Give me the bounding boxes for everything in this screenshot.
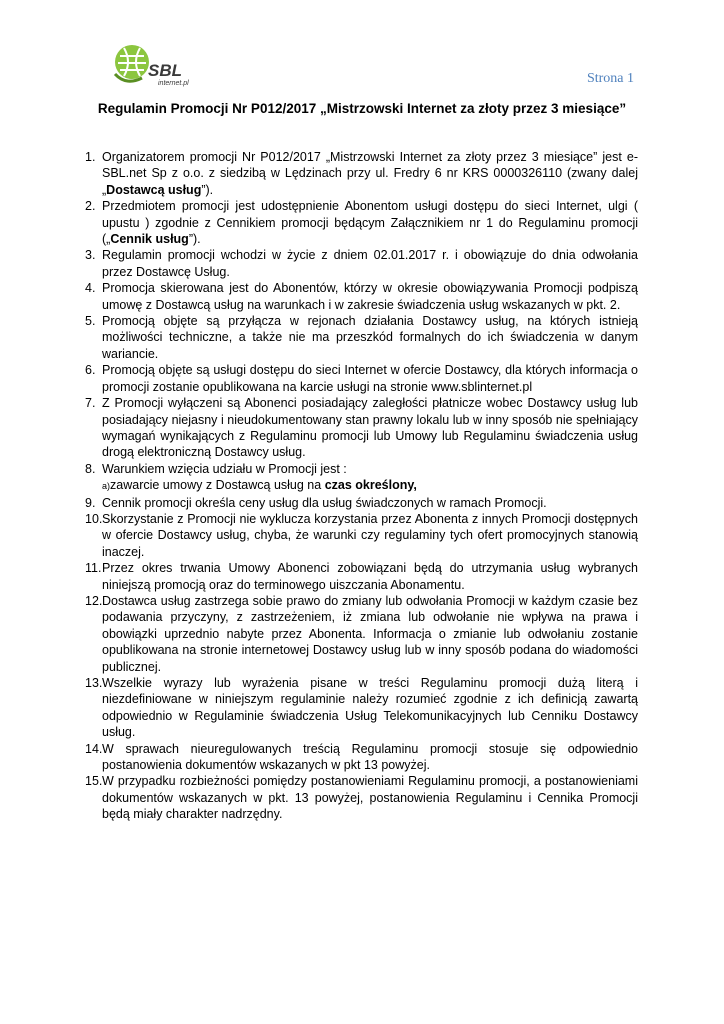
list-item [85,280,638,313]
item-text: Dostawca usług zastrzega sobie prawo do zmiany lub odwołania Promocji w każdym czasie bez podawania przyczyny, z zastrzeżeniem, iż zmiana lub odwołanie nie wpływa na prawa i obowiązki uprzednio nabyte przez Abonenta. Informacja o zmianie lub odwołaniu zostanie opublikowana na stronie internetowej Dostawcy usług lub w inny sposób podana do wiadomości publicznej. [102,593,638,674]
item-text: Promocją objęte są usługi dostępu do sieci Internet w ofercie Dostawcy, dla których informacja o promocji zostanie opublikowana na karcie usługi na stronie www.sblinternet.pl [102,363,638,394]
item-text: Przedmiotem promocji jest udostępnienie Abonentom usługi dostępu do sieci Internet, ulgi ( upustu ) zgodnie z Cennikiem promocji będącym Załącznikiem nr 1 do Regulaminu promocji („Cennik usług”). [102,199,638,247]
list-item [85,198,638,247]
list-item [85,149,638,198]
item-number: 7. [85,396,96,411]
sbl-logo-graphic [112,40,192,92]
list-item [85,560,638,593]
item-text: Z Promocji wyłączeni są Abonenci posiadający zaległości płatnicze wobec Dostawcy usług lub posiadający niejasny i nieudokumentowany stan prawny lokalu lub w inny sposób nie spełniający wymagań wynikających z Regulaminu promocji lub Umowy lub Regulaminu świadczenia usług drogą elektroniczną Dostawcy usług. [102,396,638,460]
item-number: 1. [85,150,96,164]
item-text: Przez okres trwania Umowy Abonenci zobowiązani będą do utrzymania usług wybranych niniejszą promocją oraz do terminowego uiszczania Abonamentu. [102,561,638,592]
item-text: Cennik promocji określa ceny usług dla usług świadczonych w ramach Promocji. [102,495,547,510]
logo-subtext: internet.pl [158,80,189,87]
item-text: Promocja skierowana jest do Abonentów, którzy w okresie obowiązywania Promocji podpiszą umowę z Dostawcą usług na warunkach i w zakresie świadczenia usług wskazanych w pkt. 2. [102,281,638,312]
list-item [85,675,638,741]
item-number: 12. [85,593,103,608]
list-item [85,362,638,395]
sbl-logo [112,40,192,92]
list-item [85,593,638,675]
regulation-list [85,149,638,823]
item-text: Promocją objęte są przyłącza w rejonach działania Dostawcy usług, na których istnieją możliwości techniczne, a także nie ma przeszkód formalnych do ich świadczenia w danym wariancie. [102,314,638,361]
item-text: Skorzystanie z Promocji nie wyklucza korzystania przez Abonenta z innych Promocji dostępnych w ofercie Dostawcy usług, chyba, że warunki czy regulaminy tych ofert promocyjnych stanowią inaczej. [102,511,638,559]
list-item [85,511,638,560]
item-number: 6. [85,363,96,378]
list-item [85,741,638,774]
item-number: 5. [85,314,96,329]
item-number: 4. [85,281,96,296]
list-item [85,495,638,511]
sub-item-label: a) [102,481,111,492]
page-number: Strona 1 [586,71,634,86]
item-text: W sprawach nieuregulowanych treścią Regulaminu promocji stosuje się odpowiednio postanowienia dokumentów wskazanych w pkt 13 powyżej. [102,741,638,773]
list-item [85,461,638,495]
list-item [85,313,638,362]
item-number: 10. [85,511,103,526]
item-number: 15. [85,774,103,789]
sub-item-text: zawarcie umowy z Dostawcą usług na [110,478,325,493]
item-number: 11. [85,561,102,576]
item-text: Regulamin promocji wchodzi w życie z dniem 02.01.2017 r. i obowiązuje do dnia odwołania przez Dostawcę Usług. [102,248,638,279]
item-number: 9. [85,495,96,510]
item-number: 13. [85,676,103,690]
item-number: 14. [85,741,103,756]
item-text: Warunkiem wzięcia udziału w Promocji jest : a)zawarcie umowy z Dostawcą usług na czas określony, [102,461,417,493]
item-text: Wszelkie wyrazy lub wyrażenia pisane w treści Regulaminu promocji dużą literą i niezdefiniowane w niniejszym regulaminie należy rozumieć zgodnie z ich definicją zawartą odpowiednio w Regulaminie świadczenia Usług Telekomunikacyjnych lub Cenniku Dostawcy usług. [102,676,638,740]
item-text: W przypadku rozbieżności pomiędzy postanowieniami Regulaminu promocji, a postanowieniami dokumentów wskazanych w pkt. 13 powyżej, postanowienia Regulaminu i Cennika Promocji będą miały charakter nadrzędny. [102,774,638,822]
list-item [85,247,638,280]
document-title: Regulamin Promocji Nr P012/2017 „Mistrzowski Internet za złoty przez 3 miesiące” [97,101,627,116]
item-number: 3. [85,248,96,263]
list-item [85,773,638,822]
item-number: 2. [85,199,96,214]
item-text: Organizatorem promocji Nr P012/2017 „Mistrzowski Internet za złoty przez 3 miesiące” jest e-SBL.net Sp z o.o. z siedzibą w Lędzinach przy ul. Fredry 6 nr KRS 0000326110 (zwany dalej „Dostawcą usług”). [102,150,638,197]
item-number: 8. [85,461,96,476]
list-item [85,395,638,461]
logo-text: SBL [148,61,182,80]
